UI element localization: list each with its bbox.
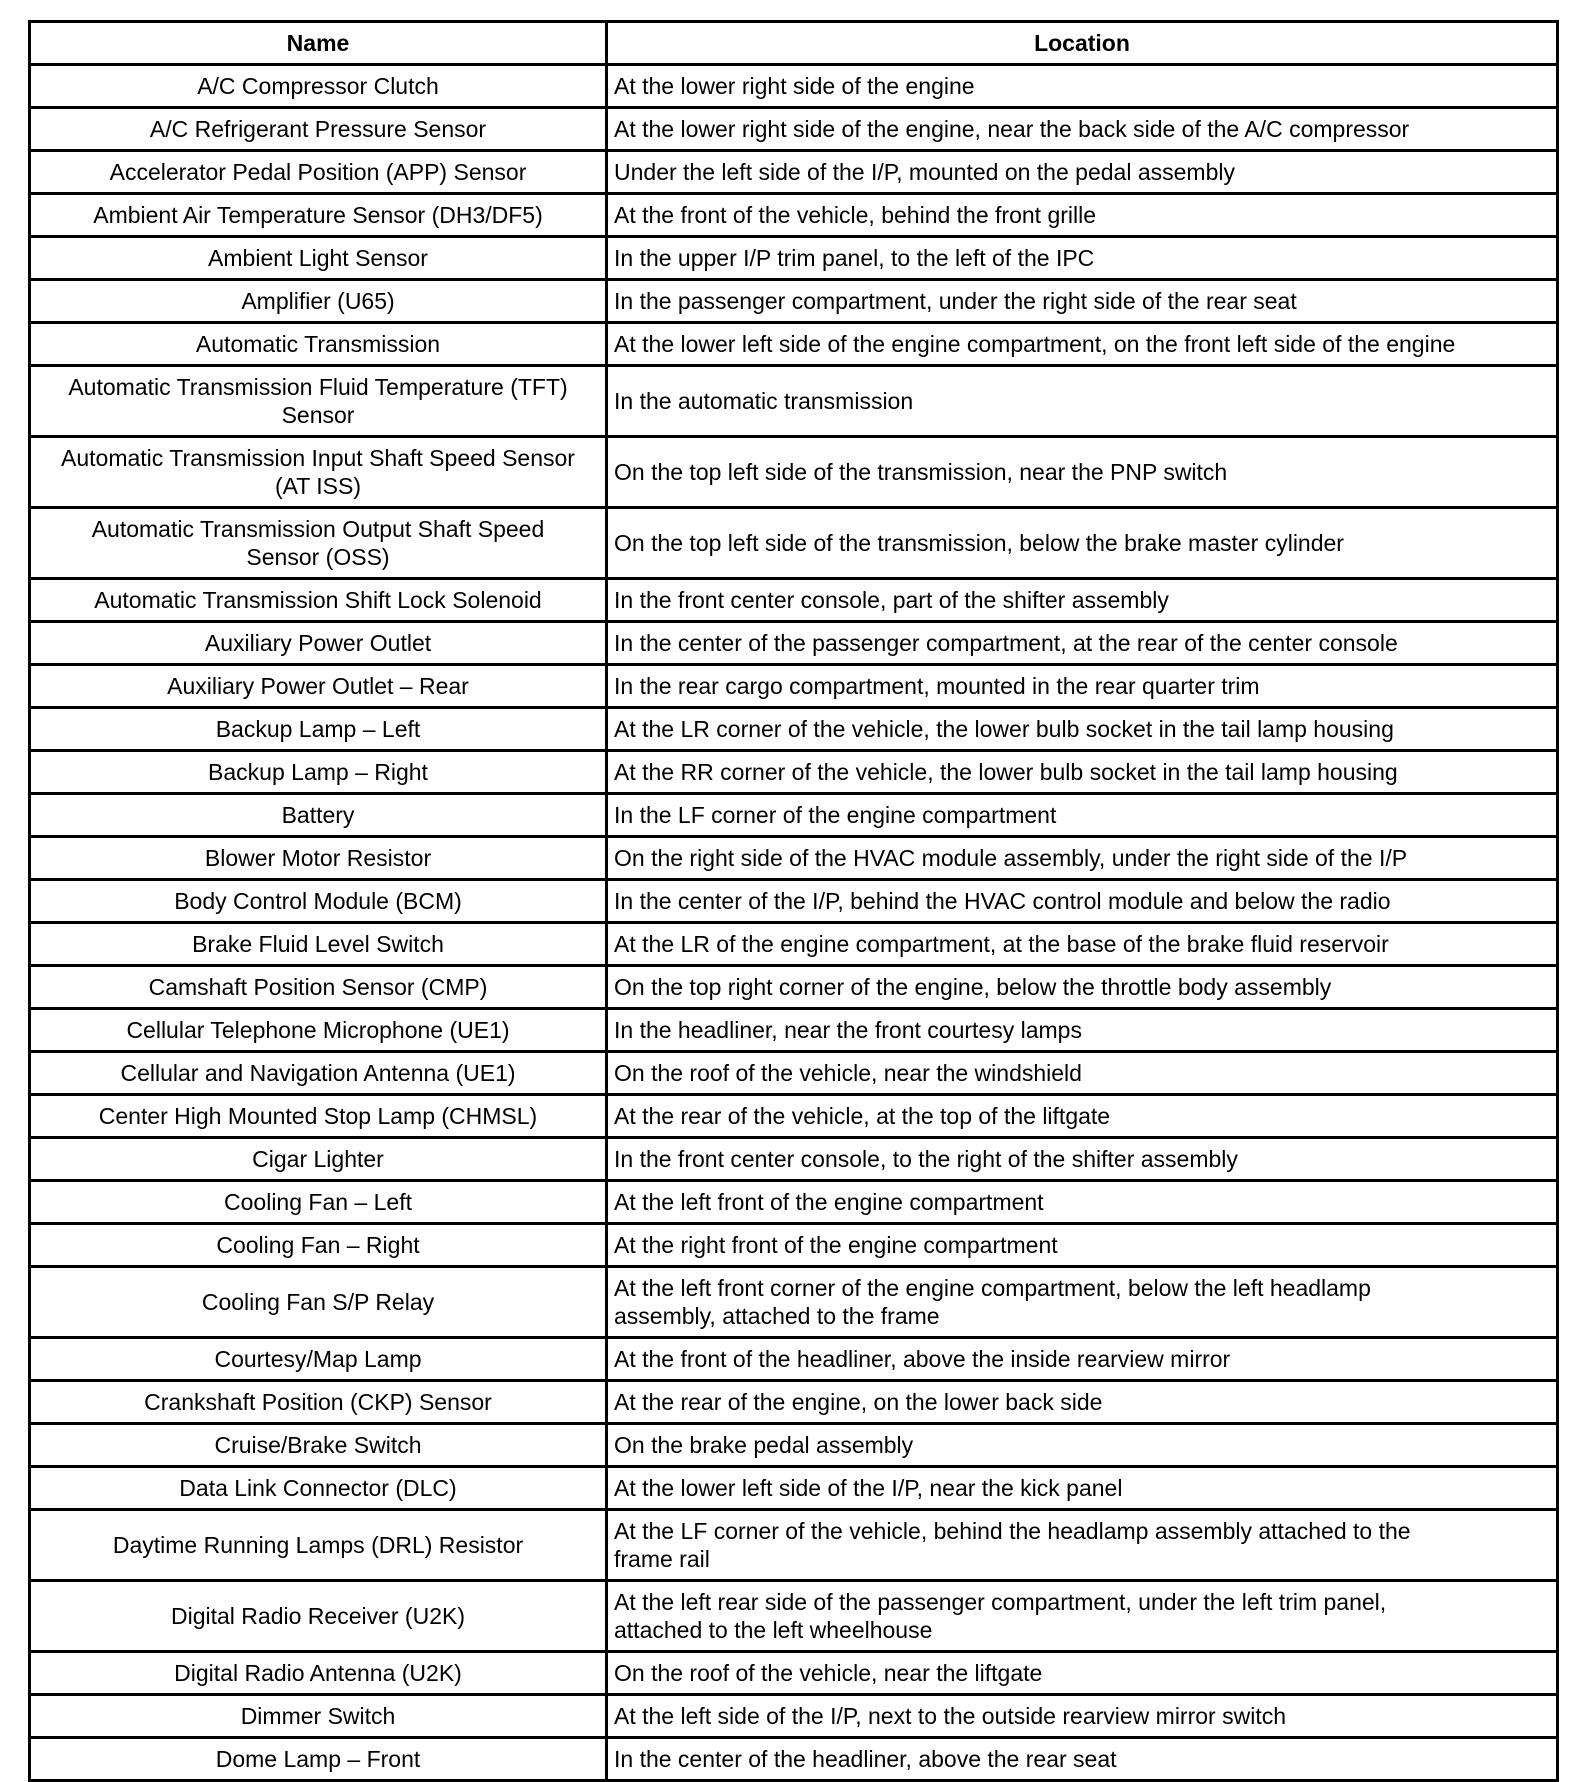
component-location-cell: At the RR corner of the vehicle, the lower bulb socket in the tail lamp housing — [607, 751, 1558, 794]
component-location-cell: At the LF corner of the vehicle, behind the headlamp assembly attached to the frame rail — [607, 1510, 1558, 1581]
component-location-table — [28, 20, 1559, 1782]
component-location-cell: At the left front of the engine compartment — [607, 1181, 1558, 1224]
component-location-cell: At the front of the headliner, above the inside rearview mirror — [607, 1338, 1558, 1381]
component-name-cell: Automatic Transmission Output Shaft Speed Sensor (OSS) — [30, 508, 607, 579]
table-row — [30, 751, 1558, 794]
table-row — [30, 1738, 1558, 1781]
component-location-cell: At the rear of the engine, on the lower back side — [607, 1381, 1558, 1424]
component-location-cell: At the rear of the vehicle, at the top of the liftgate — [607, 1095, 1558, 1138]
table-row — [30, 622, 1558, 665]
table-row — [30, 880, 1558, 923]
component-location-cell: At the lower right side of the engine — [607, 65, 1558, 108]
component-name-cell: Cooling Fan – Right — [30, 1224, 607, 1267]
component-location-cell: At the left rear side of the passenger compartment, under the left trim panel, attached to the left wheelhouse — [607, 1581, 1558, 1652]
table-row — [30, 708, 1558, 751]
component-name-cell: A/C Compressor Clutch — [30, 65, 607, 108]
table-row — [30, 1381, 1558, 1424]
component-location-cell: In the center of the passenger compartment, at the rear of the center console — [607, 622, 1558, 665]
component-name-cell: Amplifier (U65) — [30, 280, 607, 323]
table-row — [30, 1267, 1558, 1338]
component-name-cell: Backup Lamp – Left — [30, 708, 607, 751]
table-row — [30, 1052, 1558, 1095]
component-name-cell: Cooling Fan – Left — [30, 1181, 607, 1224]
component-location-cell: At the LR of the engine compartment, at the base of the brake fluid reservoir — [607, 923, 1558, 966]
table-row — [30, 1510, 1558, 1581]
table-row — [30, 237, 1558, 280]
table-row — [30, 966, 1558, 1009]
component-name-cell: Cooling Fan S/P Relay — [30, 1267, 607, 1338]
table-row — [30, 1695, 1558, 1738]
table-row — [30, 1224, 1558, 1267]
component-location-cell: On the brake pedal assembly — [607, 1424, 1558, 1467]
table-row — [30, 1009, 1558, 1052]
component-name-cell: Blower Motor Resistor — [30, 837, 607, 880]
component-location-cell: On the top left side of the transmission, near the PNP switch — [607, 437, 1558, 508]
component-location-cell: On the top left side of the transmission, below the brake master cylinder — [607, 508, 1558, 579]
component-name-cell: Digital Radio Antenna (U2K) — [30, 1652, 607, 1695]
component-name-cell: Auxiliary Power Outlet — [30, 622, 607, 665]
component-location-cell: On the right side of the HVAC module assembly, under the right side of the I/P — [607, 837, 1558, 880]
component-name-cell: Courtesy/Map Lamp — [30, 1338, 607, 1381]
component-name-cell: Cigar Lighter — [30, 1138, 607, 1181]
table-row — [30, 579, 1558, 622]
component-name-cell: Digital Radio Receiver (U2K) — [30, 1581, 607, 1652]
table-body — [30, 65, 1558, 1781]
component-location-cell: In the front center console, to the right of the shifter assembly — [607, 1138, 1558, 1181]
table-row — [30, 923, 1558, 966]
column-header-name: Name — [30, 22, 607, 65]
table-row — [30, 665, 1558, 708]
component-location-cell: At the left front corner of the engine compartment, below the left headlamp assembly, attached to the frame — [607, 1267, 1558, 1338]
table-row — [30, 1181, 1558, 1224]
column-header-location: Location — [607, 22, 1558, 65]
component-location-cell: At the lower right side of the engine, near the back side of the A/C compressor — [607, 108, 1558, 151]
component-name-cell: Data Link Connector (DLC) — [30, 1467, 607, 1510]
table-row — [30, 437, 1558, 508]
component-location-cell: At the lower left side of the engine compartment, on the front left side of the engine — [607, 323, 1558, 366]
table-row — [30, 1424, 1558, 1467]
component-name-cell: Automatic Transmission Input Shaft Speed Sensor (AT ISS) — [30, 437, 607, 508]
component-name-cell: Automatic Transmission Fluid Temperature (TFT) Sensor — [30, 366, 607, 437]
component-name-cell: Cellular and Navigation Antenna (UE1) — [30, 1052, 607, 1095]
component-location-cell: At the LR corner of the vehicle, the lower bulb socket in the tail lamp housing — [607, 708, 1558, 751]
component-location-cell: At the right front of the engine compartment — [607, 1224, 1558, 1267]
component-location-cell: In the LF corner of the engine compartment — [607, 794, 1558, 837]
table-row — [30, 108, 1558, 151]
component-location-table-container — [28, 20, 1556, 1782]
component-location-cell: At the lower left side of the I/P, near the kick panel — [607, 1467, 1558, 1510]
component-name-cell: Accelerator Pedal Position (APP) Sensor — [30, 151, 607, 194]
component-name-cell: Cellular Telephone Microphone (UE1) — [30, 1009, 607, 1052]
component-name-cell: Dome Lamp – Front — [30, 1738, 607, 1781]
component-location-cell: In the rear cargo compartment, mounted in the rear quarter trim — [607, 665, 1558, 708]
component-name-cell: Automatic Transmission — [30, 323, 607, 366]
component-location-cell: In the center of the headliner, above the rear seat — [607, 1738, 1558, 1781]
component-name-cell: Battery — [30, 794, 607, 837]
table-header-row — [30, 22, 1558, 65]
component-location-cell: In the automatic transmission — [607, 366, 1558, 437]
component-location-cell: Under the left side of the I/P, mounted on the pedal assembly — [607, 151, 1558, 194]
table-row — [30, 1652, 1558, 1695]
component-location-cell: On the top right corner of the engine, below the throttle body assembly — [607, 966, 1558, 1009]
table-row — [30, 323, 1558, 366]
component-name-cell: Auxiliary Power Outlet – Rear — [30, 665, 607, 708]
table-row — [30, 194, 1558, 237]
table-row — [30, 1581, 1558, 1652]
table-row — [30, 65, 1558, 108]
component-name-cell: Crankshaft Position (CKP) Sensor — [30, 1381, 607, 1424]
component-name-cell: Center High Mounted Stop Lamp (CHMSL) — [30, 1095, 607, 1138]
table-row — [30, 837, 1558, 880]
component-name-cell: Ambient Air Temperature Sensor (DH3/DF5) — [30, 194, 607, 237]
table-row — [30, 794, 1558, 837]
component-location-cell: In the upper I/P trim panel, to the left of the IPC — [607, 237, 1558, 280]
component-name-cell: Cruise/Brake Switch — [30, 1424, 607, 1467]
table-row — [30, 1138, 1558, 1181]
component-location-cell: In the passenger compartment, under the right side of the rear seat — [607, 280, 1558, 323]
component-name-cell: Brake Fluid Level Switch — [30, 923, 607, 966]
component-name-cell: Backup Lamp – Right — [30, 751, 607, 794]
table-row — [30, 508, 1558, 579]
component-location-cell: On the roof of the vehicle, near the liftgate — [607, 1652, 1558, 1695]
component-name-cell: Dimmer Switch — [30, 1695, 607, 1738]
component-name-cell: Daytime Running Lamps (DRL) Resistor — [30, 1510, 607, 1581]
component-name-cell: Automatic Transmission Shift Lock Solenoid — [30, 579, 607, 622]
component-name-cell: Camshaft Position Sensor (CMP) — [30, 966, 607, 1009]
component-name-cell: Body Control Module (BCM) — [30, 880, 607, 923]
table-row — [30, 1338, 1558, 1381]
table-row — [30, 1467, 1558, 1510]
table-row — [30, 151, 1558, 194]
component-location-cell: In the center of the I/P, behind the HVAC control module and below the radio — [607, 880, 1558, 923]
component-location-cell: In the headliner, near the front courtesy lamps — [607, 1009, 1558, 1052]
table-row — [30, 1095, 1558, 1138]
table-row — [30, 366, 1558, 437]
component-location-cell: On the roof of the vehicle, near the windshield — [607, 1052, 1558, 1095]
component-location-cell: At the front of the vehicle, behind the front grille — [607, 194, 1558, 237]
component-name-cell: Ambient Light Sensor — [30, 237, 607, 280]
component-location-cell: At the left side of the I/P, next to the outside rearview mirror switch — [607, 1695, 1558, 1738]
component-location-cell: In the front center console, part of the shifter assembly — [607, 579, 1558, 622]
table-row — [30, 280, 1558, 323]
component-name-cell: A/C Refrigerant Pressure Sensor — [30, 108, 607, 151]
